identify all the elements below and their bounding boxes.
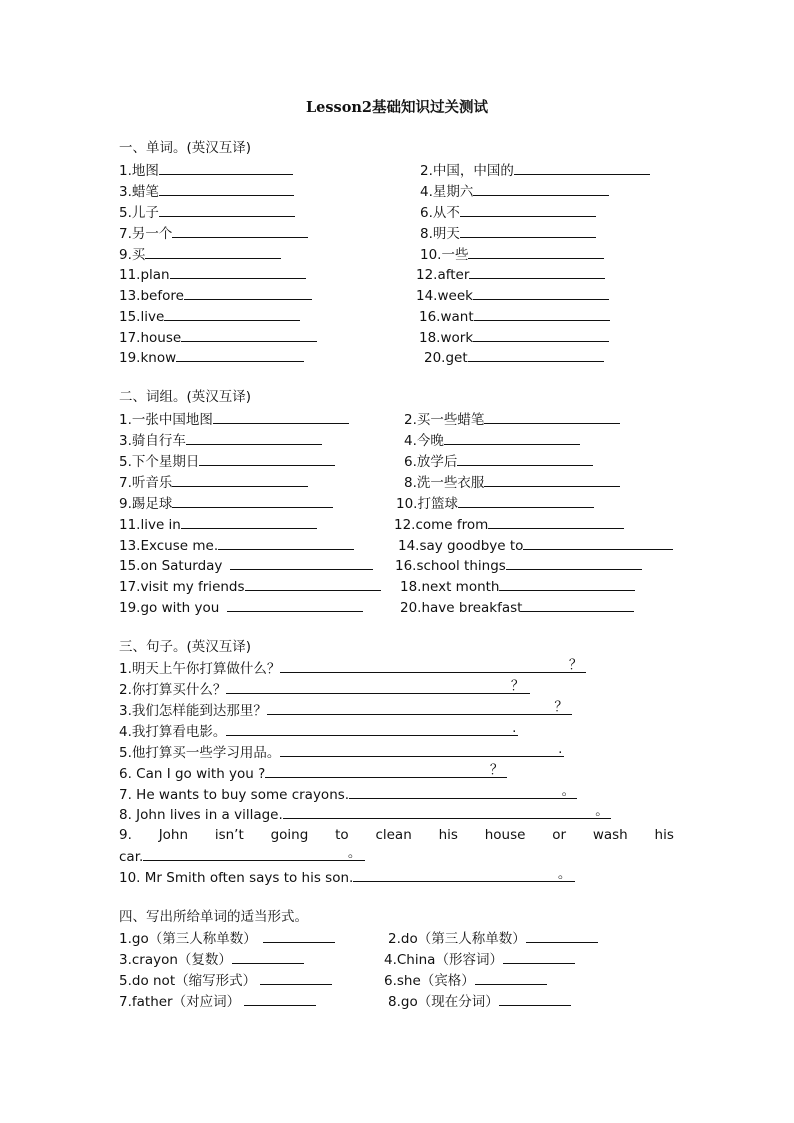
list-item: 4.今晚 — [404, 430, 580, 450]
list-item: 11.live in — [119, 514, 317, 534]
list-item: 14.week — [416, 285, 609, 305]
list-item: 3.蜡笔 — [119, 181, 294, 201]
section-heading-sentences: 三、句子。(英汉互译) — [119, 639, 252, 655]
list-item: 12.come from — [394, 514, 624, 534]
answer-blank[interactable] — [523, 535, 673, 550]
answer-blank[interactable] — [181, 514, 317, 529]
list-item: 12.after — [416, 264, 605, 284]
list-item: 3.我们怎样能到达那里？ ？ — [119, 700, 572, 720]
section-heading-phrases: 二、词组。(英汉互译) — [119, 389, 252, 405]
answer-blank[interactable]: 。 — [283, 804, 611, 819]
list-item: 8.明天 — [420, 223, 596, 243]
answer-blank[interactable] — [218, 535, 354, 550]
list-item: 20.have breakfast — [400, 597, 634, 617]
answer-blank[interactable] — [159, 202, 295, 217]
list-item: 2.你打算买什么？ ？ — [119, 679, 530, 699]
list-item: 8. John lives in a village. 。 — [119, 803, 609, 823]
answer-blank[interactable] — [506, 555, 642, 570]
list-item: 2.中国，中国的 — [420, 160, 650, 180]
answer-blank[interactable] — [475, 970, 547, 985]
page-title: Lesson2基础知识过关测试 — [305, 99, 489, 116]
answer-blank[interactable]: . — [226, 721, 518, 736]
list-item: 15.live — [119, 306, 300, 326]
list-item: 18.work — [419, 327, 609, 347]
answer-blank[interactable] — [484, 409, 620, 424]
answer-blank[interactable] — [460, 202, 596, 217]
list-item: 19.know — [119, 347, 304, 367]
list-item: 5.do not（缩写形式） — [119, 970, 332, 990]
list-item: 1.明天上午你打算做什么？ ？ — [119, 658, 586, 678]
answer-blank[interactable] — [184, 285, 312, 300]
list-item: 14.say goodbye to — [398, 535, 673, 555]
list-item: 8.洗一些衣服 — [404, 472, 620, 492]
list-item: 10.打篮球 — [396, 493, 594, 513]
answer-blank[interactable]: ？ — [280, 658, 586, 673]
answer-blank[interactable] — [499, 576, 635, 591]
list-item: 6.从不 — [420, 202, 596, 222]
list-item: 1.地图 — [119, 160, 293, 180]
answer-blank[interactable] — [172, 493, 333, 508]
list-item: 7.father（对应词） — [119, 991, 316, 1011]
answer-blank[interactable] — [484, 472, 620, 487]
list-item: 3.骑自行车 — [119, 430, 322, 450]
list-item: 3.crayon（复数） — [119, 949, 304, 969]
answer-blank[interactable] — [145, 244, 281, 259]
list-item: 6.放学后 — [404, 451, 593, 471]
answer-blank[interactable] — [473, 285, 609, 300]
answer-blank[interactable] — [245, 576, 381, 591]
list-item: 6.she（宾格） — [384, 970, 547, 990]
answer-blank[interactable] — [514, 160, 650, 175]
list-item: 19.go with you — [119, 597, 363, 617]
answer-blank[interactable] — [260, 970, 332, 985]
list-item: 2.do（第三人称单数） — [388, 928, 598, 948]
list-item: 20.get — [424, 347, 604, 367]
answer-blank[interactable] — [172, 472, 308, 487]
answer-blank[interactable] — [170, 264, 306, 279]
list-item: 7.听音乐 — [119, 472, 308, 492]
list-item: 1.go（第三人称单数） — [119, 928, 335, 948]
answer-blank[interactable] — [526, 928, 598, 943]
list-item: 4.China（形容词） — [384, 949, 575, 969]
answer-blank[interactable] — [181, 327, 317, 342]
list-item: 5.下个星期日 — [119, 451, 335, 471]
answer-blank[interactable]: 。 — [143, 846, 365, 861]
list-item: 9.踢足球 — [119, 493, 333, 513]
answer-blank[interactable]: 。 — [349, 784, 577, 799]
list-item: 10. Mr Smith often says to his son. 。 — [119, 867, 575, 887]
answer-blank[interactable] — [227, 597, 363, 612]
list-item: 8.go（现在分词） — [388, 991, 571, 1011]
answer-blank[interactable] — [244, 991, 316, 1006]
answer-blank[interactable] — [263, 928, 335, 943]
answer-blank[interactable] — [473, 181, 609, 196]
list-item: 9. John isn’t going to clean his house or wash his — [119, 827, 674, 843]
list-item: 17.visit my friends — [119, 576, 381, 596]
list-item: 17.house — [119, 327, 317, 347]
answer-blank[interactable] — [474, 306, 610, 321]
answer-blank[interactable]: 。 — [353, 867, 575, 882]
answer-blank[interactable] — [468, 347, 604, 362]
list-item: 16.want — [419, 306, 610, 326]
section-heading-word-forms: 四、写出所给单词的适当形式。 — [119, 909, 308, 925]
answer-blank[interactable] — [159, 181, 294, 196]
list-item: 5.儿子 — [119, 202, 295, 222]
answer-blank[interactable] — [232, 949, 304, 964]
answer-blank[interactable] — [172, 223, 308, 238]
answer-blank[interactable] — [468, 244, 604, 259]
answer-blank[interactable] — [164, 306, 300, 321]
answer-blank[interactable] — [473, 327, 609, 342]
answer-blank[interactable] — [230, 555, 373, 570]
list-item: 7. He wants to buy some crayons. 。 — [119, 783, 576, 803]
answer-blank[interactable]: ？ — [267, 700, 572, 715]
list-item: 18.next month — [400, 576, 635, 596]
answer-blank[interactable]: ？ — [265, 763, 507, 778]
answer-blank[interactable] — [457, 451, 593, 466]
list-item: 7.另一个 — [119, 223, 308, 243]
list-item: 6. Can I go with you ? ？ — [119, 763, 507, 783]
list-item: 15.on Saturday — [119, 555, 373, 575]
answer-blank[interactable] — [503, 949, 575, 964]
answer-blank[interactable] — [469, 264, 605, 279]
list-item: 16.school things — [395, 555, 642, 575]
list-item: 4.星期六 — [420, 181, 609, 201]
answer-blank[interactable] — [458, 493, 594, 508]
answer-blank[interactable] — [488, 514, 624, 529]
list-item: 13.Excuse me. — [119, 535, 354, 555]
list-item: 11.plan — [119, 264, 306, 284]
list-item: 10.一些 — [420, 244, 604, 264]
answer-blank[interactable]: ？ — [226, 679, 530, 694]
answer-blank[interactable] — [522, 597, 634, 612]
list-item: 4.我打算看电影。 . — [119, 720, 517, 740]
answer-blank[interactable] — [499, 991, 571, 1006]
answer-blank[interactable] — [444, 430, 580, 445]
list-item: 2.买一些蜡笔 — [404, 409, 620, 429]
list-item: 9.买 — [119, 244, 281, 264]
list-item: car. 。 — [119, 846, 365, 866]
answer-blank[interactable] — [176, 347, 304, 362]
answer-blank[interactable] — [213, 409, 349, 424]
list-item: 1.一张中国地图 — [119, 409, 349, 429]
list-item: 13.before — [119, 285, 312, 305]
answer-blank[interactable] — [460, 223, 596, 238]
answer-blank[interactable] — [159, 160, 293, 175]
answer-blank[interactable]: . — [280, 742, 564, 757]
section-heading-words: 一、单词。(英汉互译) — [119, 140, 252, 156]
answer-blank[interactable] — [186, 430, 322, 445]
list-item: 5.他打算买一些学习用品。 . — [119, 741, 563, 761]
answer-blank[interactable] — [199, 451, 335, 466]
